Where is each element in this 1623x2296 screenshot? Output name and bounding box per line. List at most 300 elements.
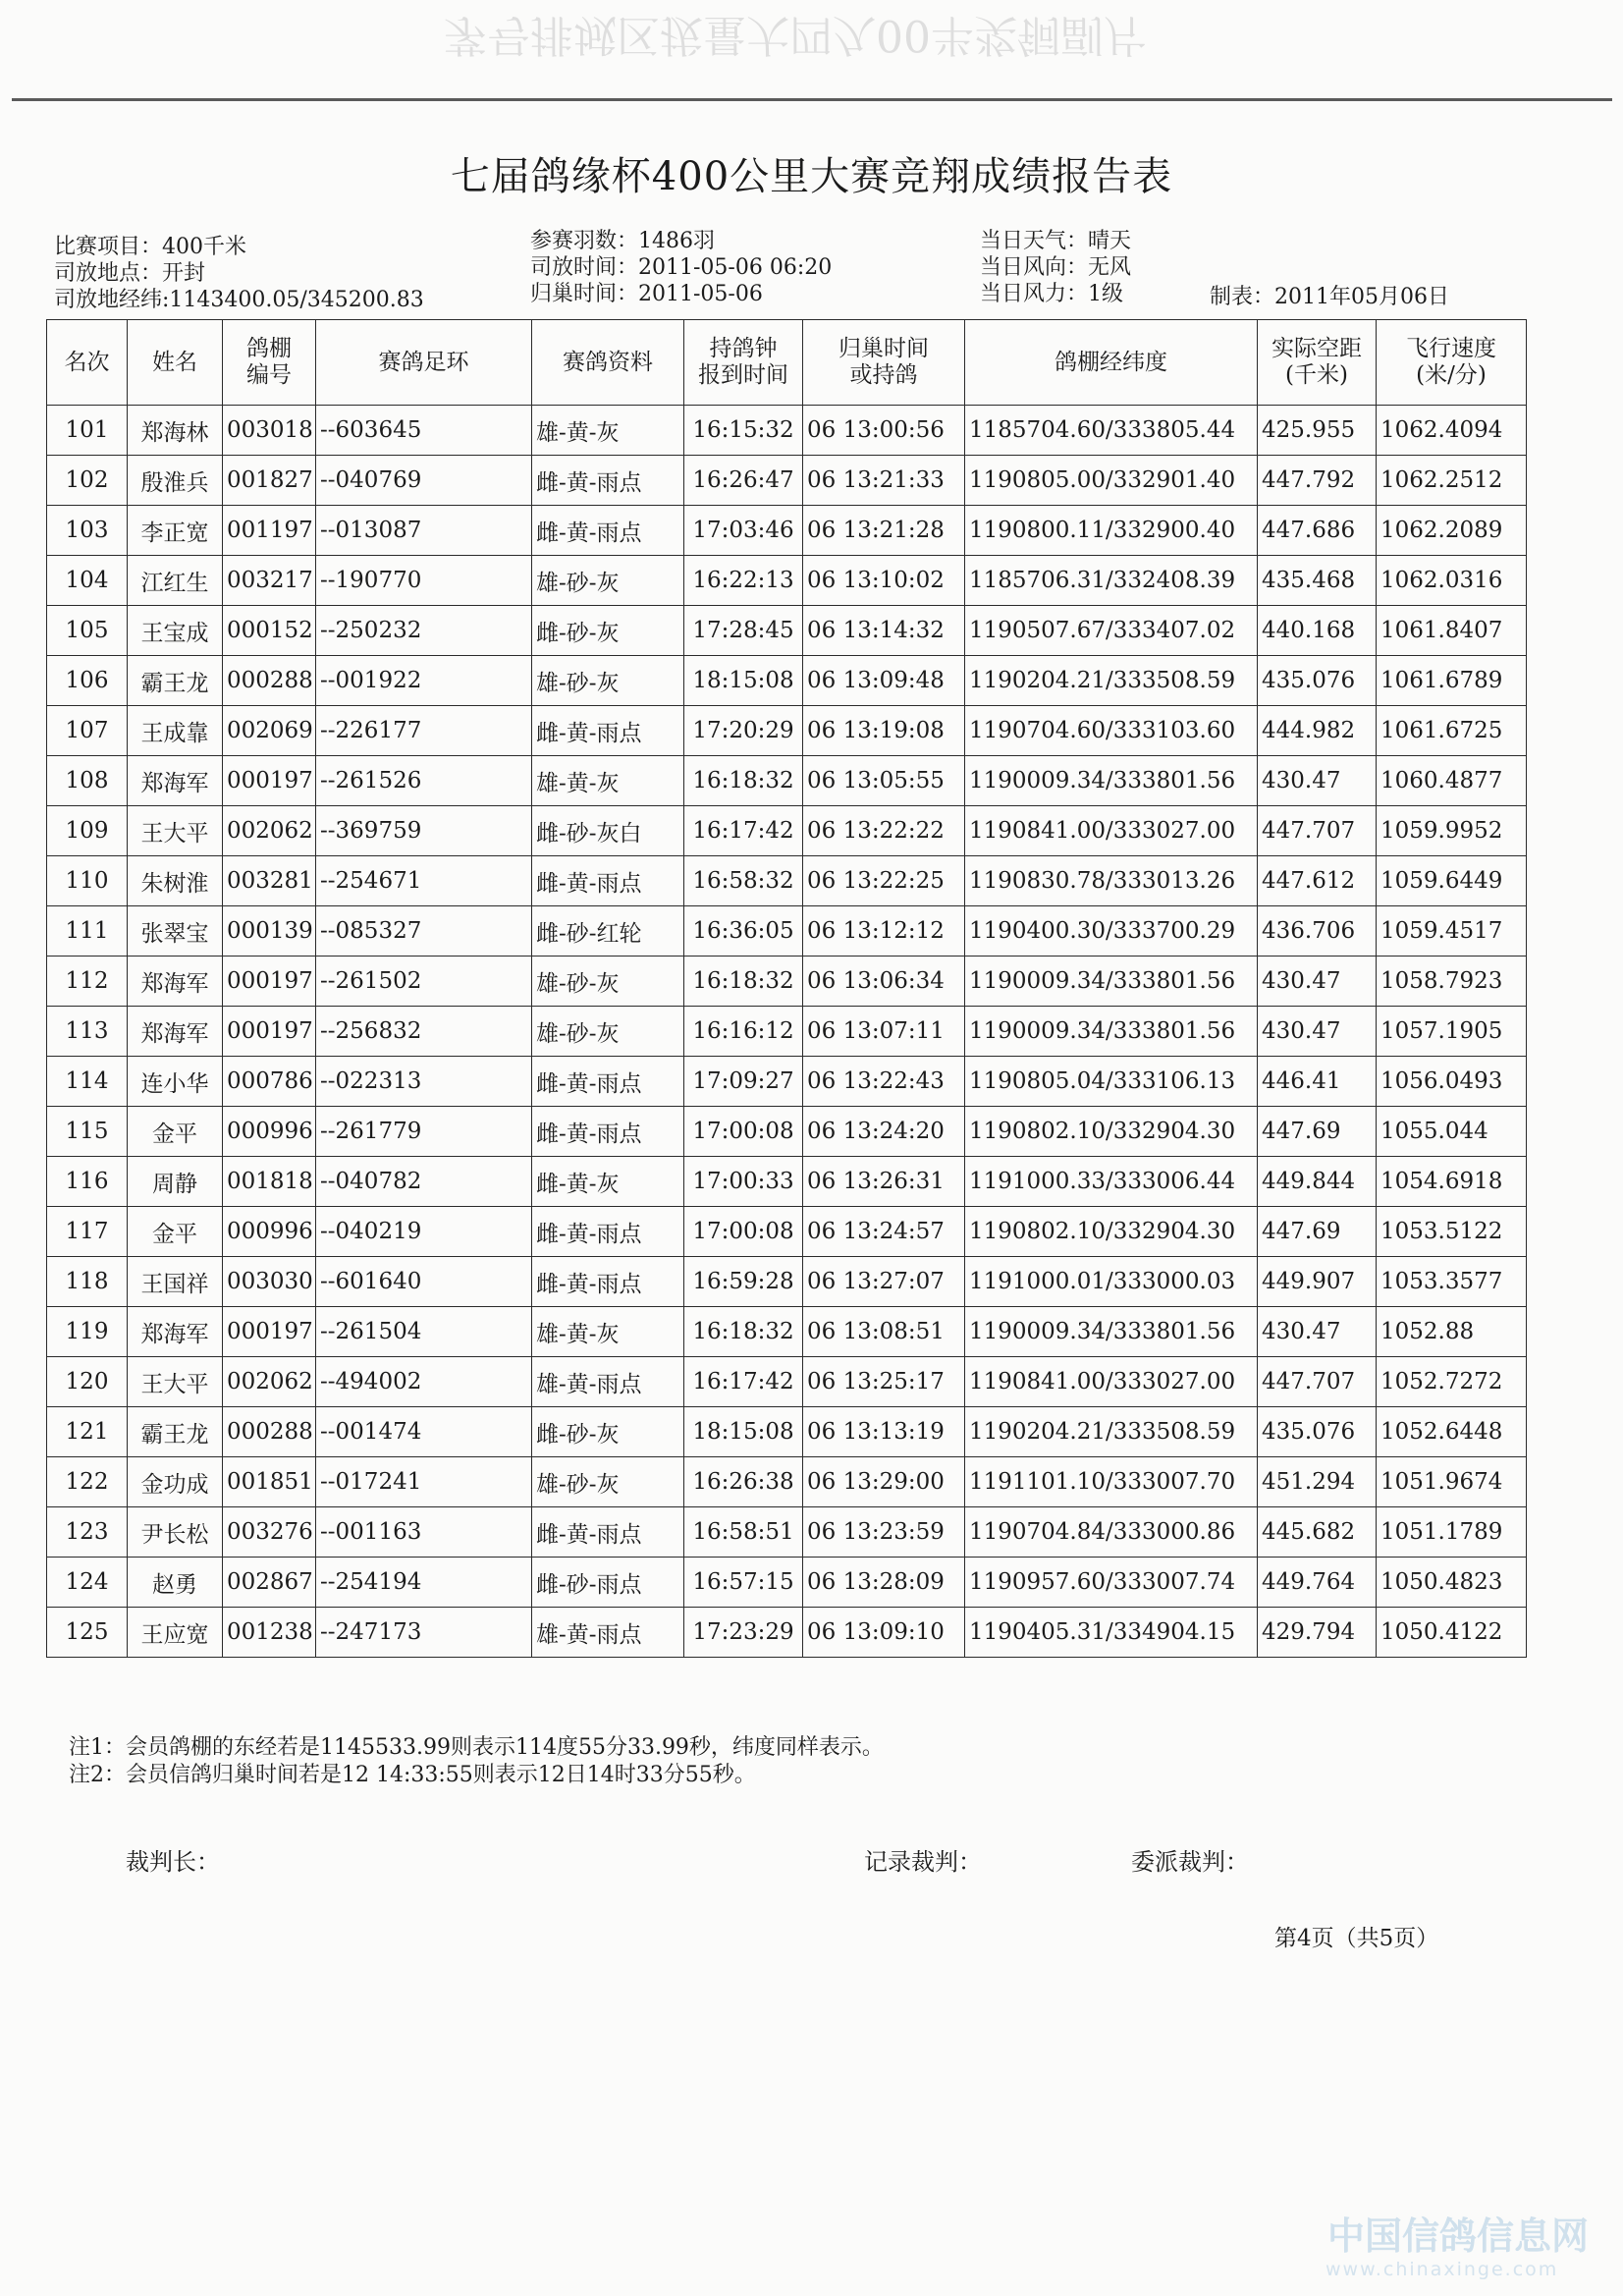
cell-distance: 447.612: [1258, 856, 1377, 906]
table-row: [47, 906, 1527, 957]
cell-distance: 446.41: [1258, 1057, 1377, 1107]
cell-speed: 1050.4122: [1377, 1608, 1527, 1658]
cell-rank: 125: [47, 1608, 128, 1658]
cell-distance: 425.955: [1258, 406, 1377, 456]
cell-coords: 1185706.31/332408.39: [965, 556, 1258, 606]
cell-distance: 430.47: [1258, 756, 1377, 806]
cell-distance: 447.69: [1258, 1107, 1377, 1157]
table-row: [47, 1507, 1527, 1558]
note-2: 注2：会员信鸽归巢时间若是12 14:33:55则表示12日14时33分55秒。: [69, 1763, 756, 1787]
table-row: [47, 856, 1527, 906]
cell-loft: 001197: [223, 506, 316, 556]
cell-name: 郑海林: [128, 406, 223, 456]
cell-rank: 119: [47, 1307, 128, 1357]
cell-loft: 003217: [223, 556, 316, 606]
cell-info: 雌-砂-灰: [532, 1407, 684, 1457]
cell-distance: 429.794: [1258, 1608, 1377, 1658]
cell-ring: --254194: [316, 1558, 532, 1608]
cell-speed: 1059.9952: [1377, 806, 1527, 856]
table-row: [47, 806, 1527, 856]
cell-info: 雌-黄-雨点: [532, 856, 684, 906]
cell-ring: --247173: [316, 1608, 532, 1658]
cell-coords: 1190009.34/333801.56: [965, 756, 1258, 806]
cell-rank: 117: [47, 1207, 128, 1257]
cell-distance: 430.47: [1258, 957, 1377, 1007]
cell-rank: 114: [47, 1057, 128, 1107]
cell-loft: 000288: [223, 1407, 316, 1457]
cell-loft: 002069: [223, 706, 316, 756]
bleed-through-text: 茅号排城区拔量大四久00半奖铜副片: [444, 10, 1147, 60]
header-info: 赛鸽资料: [532, 320, 684, 406]
table-row: [47, 556, 1527, 606]
table-row: [47, 706, 1527, 756]
cell-rank: 120: [47, 1357, 128, 1407]
cell-speed: 1058.7923: [1377, 957, 1527, 1007]
chief-judge-label: 裁判长：: [126, 1848, 220, 1876]
cell-coords: 1190800.11/332900.40: [965, 506, 1258, 556]
table-row: [47, 506, 1527, 556]
wind-direction: 当日风向：无风: [980, 255, 1132, 280]
cell-rank: 109: [47, 806, 128, 856]
cell-name: 李正宽: [128, 506, 223, 556]
top-rule: [12, 98, 1612, 101]
cell-distance: 435.076: [1258, 1407, 1377, 1457]
cell-loft: 000288: [223, 656, 316, 706]
cell-info: 雌-黄-雨点: [532, 456, 684, 506]
cell-ring: --601640: [316, 1257, 532, 1307]
cell-return: 06 13:14:32: [803, 606, 965, 656]
cell-speed: 1052.88: [1377, 1307, 1527, 1357]
cell-return: 06 13:13:19: [803, 1407, 965, 1457]
cell-return: 06 13:24:57: [803, 1207, 965, 1257]
cell-coords: 1190805.04/333106.13: [965, 1057, 1258, 1107]
cell-clock: 16:26:38: [684, 1457, 803, 1507]
header-speed: 飞行速度 (米/分): [1377, 320, 1527, 406]
header-return: 归巢时间 或持鸽: [803, 320, 965, 406]
cell-clock: 17:09:27: [684, 1057, 803, 1107]
cell-ring: --001922: [316, 656, 532, 706]
cell-info: 雌-黄-雨点: [532, 506, 684, 556]
table-row: [47, 656, 1527, 706]
cell-loft: 002867: [223, 1558, 316, 1608]
cell-distance: 447.686: [1258, 506, 1377, 556]
cell-speed: 1061.6789: [1377, 656, 1527, 706]
table-row: [47, 1307, 1527, 1357]
cell-ring: --261526: [316, 756, 532, 806]
cell-rank: 103: [47, 506, 128, 556]
cell-rank: 118: [47, 1257, 128, 1307]
cell-loft: 002062: [223, 806, 316, 856]
cell-info: 雄-黄-雨点: [532, 1608, 684, 1658]
cell-ring: --017241: [316, 1457, 532, 1507]
cell-info: 雌-黄-雨点: [532, 1507, 684, 1558]
cell-name: 郑海军: [128, 957, 223, 1007]
cell-ring: --190770: [316, 556, 532, 606]
cell-clock: 16:18:32: [684, 756, 803, 806]
cell-loft: 000996: [223, 1207, 316, 1257]
cell-speed: 1056.0493: [1377, 1057, 1527, 1107]
cell-clock: 16:57:15: [684, 1558, 803, 1608]
cell-rank: 124: [47, 1558, 128, 1608]
header-loft: 鸽棚 编号: [223, 320, 316, 406]
cell-info: 雌-黄-雨点: [532, 706, 684, 756]
cell-distance: 447.69: [1258, 1207, 1377, 1257]
cell-loft: 003018: [223, 406, 316, 456]
cell-name: 金功成: [128, 1457, 223, 1507]
wind-force: 当日风力：1级: [980, 282, 1123, 306]
cell-name: 郑海军: [128, 756, 223, 806]
cell-coords: 1190400.30/333700.29: [965, 906, 1258, 957]
cell-name: 王成靠: [128, 706, 223, 756]
cell-info: 雄-砂-灰: [532, 957, 684, 1007]
results-table: [46, 319, 1527, 1658]
header-row: [47, 320, 1527, 406]
cell-clock: 16:59:28: [684, 1257, 803, 1307]
cell-coords: 1190802.10/332904.30: [965, 1207, 1258, 1257]
cell-coords: 1190957.60/333007.74: [965, 1558, 1258, 1608]
cell-clock: 18:15:08: [684, 656, 803, 706]
cell-name: 王宝成: [128, 606, 223, 656]
table-row: [47, 1608, 1527, 1658]
watermark-url: www.chinaxinge.com: [1325, 2259, 1559, 2280]
cell-clock: 17:28:45: [684, 606, 803, 656]
cell-speed: 1057.1905: [1377, 1007, 1527, 1057]
cell-speed: 1050.4823: [1377, 1558, 1527, 1608]
recorder-judge-label: 记录裁判：: [864, 1848, 982, 1876]
info-column-left: [54, 234, 424, 313]
cell-ring: --603645: [316, 406, 532, 456]
cell-return: 06 13:08:51: [803, 1307, 965, 1357]
cell-distance: 447.707: [1258, 1357, 1377, 1407]
cell-distance: 435.468: [1258, 556, 1377, 606]
cell-distance: 435.076: [1258, 656, 1377, 706]
cell-loft: 001827: [223, 456, 316, 506]
cell-coords: 1190802.10/332904.30: [965, 1107, 1258, 1157]
cell-coords: 1190805.00/332901.40: [965, 456, 1258, 506]
cell-name: 郑海军: [128, 1007, 223, 1057]
cell-ring: --001163: [316, 1507, 532, 1558]
cell-coords: 1190204.21/333508.59: [965, 656, 1258, 706]
return-time: 归巢时间：2011-05-06: [530, 282, 763, 306]
cell-clock: 17:00:08: [684, 1107, 803, 1157]
cell-info: 雄-黄-灰: [532, 1307, 684, 1357]
cell-ring: --261504: [316, 1307, 532, 1357]
cell-distance: 449.764: [1258, 1558, 1377, 1608]
cell-ring: --085327: [316, 906, 532, 957]
cell-rank: 110: [47, 856, 128, 906]
header-name: 姓名: [128, 320, 223, 406]
cell-info: 雄-砂-灰: [532, 1007, 684, 1057]
cell-name: 王国祥: [128, 1257, 223, 1307]
table-row: [47, 1207, 1527, 1257]
cell-info: 雌-黄-雨点: [532, 1057, 684, 1107]
cell-speed: 1059.4517: [1377, 906, 1527, 957]
cell-rank: 115: [47, 1107, 128, 1157]
cell-clock: 16:17:42: [684, 1357, 803, 1407]
cell-name: 金平: [128, 1207, 223, 1257]
cell-clock: 16:16:12: [684, 1007, 803, 1057]
cell-distance: 451.294: [1258, 1457, 1377, 1507]
cell-distance: 444.982: [1258, 706, 1377, 756]
cell-info: 雄-砂-灰: [532, 656, 684, 706]
cell-speed: 1059.6449: [1377, 856, 1527, 906]
cell-coords: 1190405.31/334904.15: [965, 1608, 1258, 1658]
cell-name: 王大平: [128, 1357, 223, 1407]
report-title: 七届鸽缘杯400公里大赛竞翔成绩报告表: [450, 154, 1173, 199]
cell-return: 06 13:10:02: [803, 556, 965, 606]
cell-loft: 003030: [223, 1257, 316, 1307]
cell-rank: 102: [47, 456, 128, 506]
cell-name: 霸王龙: [128, 656, 223, 706]
cell-loft: 000197: [223, 1007, 316, 1057]
cell-distance: 436.706: [1258, 906, 1377, 957]
cell-info: 雌-砂-红轮: [532, 906, 684, 957]
cell-speed: 1051.9674: [1377, 1457, 1527, 1507]
cell-name: 殷淮兵: [128, 456, 223, 506]
cell-info: 雌-黄-灰: [532, 1157, 684, 1207]
cell-clock: 18:15:08: [684, 1407, 803, 1457]
cell-coords: 1190704.60/333103.60: [965, 706, 1258, 756]
cell-rank: 112: [47, 957, 128, 1007]
cell-name: 赵勇: [128, 1558, 223, 1608]
cell-return: 06 13:00:56: [803, 406, 965, 456]
cell-coords: 1191101.10/333007.70: [965, 1457, 1258, 1507]
cell-info: 雌-黄-雨点: [532, 1207, 684, 1257]
table-row: [47, 406, 1527, 456]
cell-loft: 002062: [223, 1357, 316, 1407]
cell-speed: 1052.6448: [1377, 1407, 1527, 1457]
cell-info: 雌-砂-灰: [532, 606, 684, 656]
table-row: [47, 1007, 1527, 1057]
cell-info: 雌-黄-雨点: [532, 1107, 684, 1157]
cell-coords: 1191000.33/333006.44: [965, 1157, 1258, 1207]
cell-ring: --261502: [316, 957, 532, 1007]
cell-rank: 108: [47, 756, 128, 806]
cell-clock: 16:18:32: [684, 957, 803, 1007]
cell-ring: --250232: [316, 606, 532, 656]
cell-clock: 17:23:29: [684, 1608, 803, 1658]
cell-distance: 449.844: [1258, 1157, 1377, 1207]
cell-speed: 1061.6725: [1377, 706, 1527, 756]
info-column-right: [980, 228, 1131, 307]
cell-ring: --369759: [316, 806, 532, 856]
cell-distance: 430.47: [1258, 1007, 1377, 1057]
cell-ring: --040219: [316, 1207, 532, 1257]
cell-rank: 107: [47, 706, 128, 756]
cell-info: 雌-砂-灰白: [532, 806, 684, 856]
cell-loft: 001851: [223, 1457, 316, 1507]
cell-return: 06 13:05:55: [803, 756, 965, 806]
page-number: 第4页（共5页）: [1274, 1926, 1439, 1951]
made-date: 制表：2011年05月06日: [1210, 285, 1449, 309]
header-ring: 赛鸽足环: [316, 320, 532, 406]
cell-clock: 16:58:51: [684, 1507, 803, 1558]
cell-speed: 1053.5122: [1377, 1207, 1527, 1257]
cell-speed: 1051.1789: [1377, 1507, 1527, 1558]
cell-ring: --022313: [316, 1057, 532, 1107]
table-row: [47, 1407, 1527, 1457]
cell-distance: 440.168: [1258, 606, 1377, 656]
table-row: [47, 756, 1527, 806]
cell-name: 江红生: [128, 556, 223, 606]
cell-speed: 1055.044: [1377, 1107, 1527, 1157]
cell-rank: 105: [47, 606, 128, 656]
cell-return: 06 13:27:07: [803, 1257, 965, 1307]
cell-clock: 16:26:47: [684, 456, 803, 506]
table-row: [47, 957, 1527, 1007]
cell-return: 06 13:07:11: [803, 1007, 965, 1057]
cell-rank: 104: [47, 556, 128, 606]
cell-name: 金平: [128, 1107, 223, 1157]
delegate-judge-label: 委派裁判：: [1131, 1848, 1249, 1876]
cell-ring: --494002: [316, 1357, 532, 1407]
cell-name: 郑海军: [128, 1307, 223, 1357]
cell-clock: 17:03:46: [684, 506, 803, 556]
cell-speed: 1062.4094: [1377, 406, 1527, 456]
weather: 当日天气：晴天: [980, 229, 1132, 253]
cell-name: 王应宽: [128, 1608, 223, 1658]
cell-loft: 003276: [223, 1507, 316, 1558]
cell-name: 王大平: [128, 806, 223, 856]
cell-clock: 16:58:32: [684, 856, 803, 906]
header-coords: 鸽棚经纬度: [965, 320, 1258, 406]
header-distance: 实际空距 (千米): [1258, 320, 1377, 406]
cell-distance: 449.907: [1258, 1257, 1377, 1307]
cell-ring: --001474: [316, 1407, 532, 1457]
cell-clock: 17:00:08: [684, 1207, 803, 1257]
cell-distance: 447.792: [1258, 456, 1377, 506]
table-row: [47, 456, 1527, 506]
cell-return: 06 13:12:12: [803, 906, 965, 957]
table-row: [47, 1457, 1527, 1507]
cell-return: 06 13:21:28: [803, 506, 965, 556]
cell-ring: --256832: [316, 1007, 532, 1057]
cell-rank: 106: [47, 656, 128, 706]
watermark-logo: 中国信鸽信息网: [1327, 2214, 1590, 2258]
cell-coords: 1190830.78/333013.26: [965, 856, 1258, 906]
notes: [69, 1734, 884, 1789]
cell-loft: 001818: [223, 1157, 316, 1207]
cell-return: 06 13:29:00: [803, 1457, 965, 1507]
cell-info: 雌-黄-雨点: [532, 1257, 684, 1307]
header-rank: 名次: [47, 320, 128, 406]
cell-name: 连小华: [128, 1057, 223, 1107]
table-row: [47, 1558, 1527, 1608]
cell-loft: 001238: [223, 1608, 316, 1658]
cell-coords: 1190841.00/333027.00: [965, 1357, 1258, 1407]
cell-speed: 1062.2512: [1377, 456, 1527, 506]
cell-return: 06 13:22:22: [803, 806, 965, 856]
cell-loft: 000152: [223, 606, 316, 656]
cell-loft: 000197: [223, 756, 316, 806]
cell-rank: 122: [47, 1457, 128, 1507]
cell-clock: 16:15:32: [684, 406, 803, 456]
cell-name: 尹长松: [128, 1507, 223, 1558]
note-1: 注1：会员鸽棚的东经若是1145533.99则表示114度55分33.99秒，纬度同样表示。: [69, 1735, 884, 1760]
cell-clock: 16:36:05: [684, 906, 803, 957]
cell-coords: 1190507.67/333407.02: [965, 606, 1258, 656]
cell-speed: 1061.8407: [1377, 606, 1527, 656]
cell-coords: 1190009.34/333801.56: [965, 957, 1258, 1007]
entries-count: 参赛羽数：1486羽: [530, 229, 715, 253]
cell-return: 06 13:09:10: [803, 1608, 965, 1658]
cell-loft: 003281: [223, 856, 316, 906]
table-row: [47, 1157, 1527, 1207]
cell-ring: --040769: [316, 456, 532, 506]
cell-info: 雄-黄-灰: [532, 756, 684, 806]
cell-coords: 1190704.84/333000.86: [965, 1507, 1258, 1558]
table-row: [47, 1057, 1527, 1107]
cell-info: 雄-砂-灰: [532, 556, 684, 606]
cell-return: 06 13:09:48: [803, 656, 965, 706]
cell-info: 雌-砂-雨点: [532, 1558, 684, 1608]
cell-return: 06 13:21:33: [803, 456, 965, 506]
cell-loft: 000139: [223, 906, 316, 957]
cell-rank: 116: [47, 1157, 128, 1207]
cell-loft: 000786: [223, 1057, 316, 1107]
cell-name: 周静: [128, 1157, 223, 1207]
cell-coords: 1191000.01/333000.03: [965, 1257, 1258, 1307]
cell-return: 06 13:26:31: [803, 1157, 965, 1207]
cell-ring: --226177: [316, 706, 532, 756]
cell-clock: 16:22:13: [684, 556, 803, 606]
cell-speed: 1062.0316: [1377, 556, 1527, 606]
cell-return: 06 13:28:09: [803, 1558, 965, 1608]
cell-coords: 1190841.00/333027.00: [965, 806, 1258, 856]
cell-name: 霸王龙: [128, 1407, 223, 1457]
table-row: [47, 1357, 1527, 1407]
cell-clock: 16:18:32: [684, 1307, 803, 1357]
cell-coords: 1190009.34/333801.56: [965, 1007, 1258, 1057]
cell-clock: 17:20:29: [684, 706, 803, 756]
cell-return: 06 13:06:34: [803, 957, 965, 1007]
event-item: 比赛项目：400千米: [54, 235, 246, 259]
cell-rank: 111: [47, 906, 128, 957]
cell-speed: 1053.3577: [1377, 1257, 1527, 1307]
cell-coords: 1185704.60/333805.44: [965, 406, 1258, 456]
cell-info: 雄-砂-灰: [532, 1457, 684, 1507]
cell-return: 06 13:25:17: [803, 1357, 965, 1407]
cell-speed: 1054.6918: [1377, 1157, 1527, 1207]
info-column-middle: [530, 228, 832, 307]
table-row: [47, 606, 1527, 656]
cell-coords: 1190009.34/333801.56: [965, 1307, 1258, 1357]
cell-name: 张翠宝: [128, 906, 223, 957]
cell-info: 雄-黄-雨点: [532, 1357, 684, 1407]
cell-distance: 447.707: [1258, 806, 1377, 856]
release-coords: 司放地经纬:1143400.05/345200.83: [54, 288, 424, 312]
cell-return: 06 13:22:43: [803, 1057, 965, 1107]
cell-clock: 17:00:33: [684, 1157, 803, 1207]
cell-coords: 1190204.21/333508.59: [965, 1407, 1258, 1457]
cell-ring: --261779: [316, 1107, 532, 1157]
table-row: [47, 1257, 1527, 1307]
results-body: [47, 406, 1527, 1658]
cell-distance: 430.47: [1258, 1307, 1377, 1357]
header-clock: 持鸽钟 报到时间: [684, 320, 803, 406]
cell-rank: 101: [47, 406, 128, 456]
cell-return: 06 13:19:08: [803, 706, 965, 756]
cell-speed: 1052.7272: [1377, 1357, 1527, 1407]
cell-loft: 000996: [223, 1107, 316, 1157]
cell-ring: --040782: [316, 1157, 532, 1207]
cell-return: 06 13:24:20: [803, 1107, 965, 1157]
release-place: 司放地点：开封: [54, 261, 206, 286]
cell-distance: 445.682: [1258, 1507, 1377, 1558]
cell-return: 06 13:22:25: [803, 856, 965, 906]
cell-loft: 000197: [223, 1307, 316, 1357]
release-time: 司放时间：2011-05-06 06:20: [530, 255, 833, 280]
